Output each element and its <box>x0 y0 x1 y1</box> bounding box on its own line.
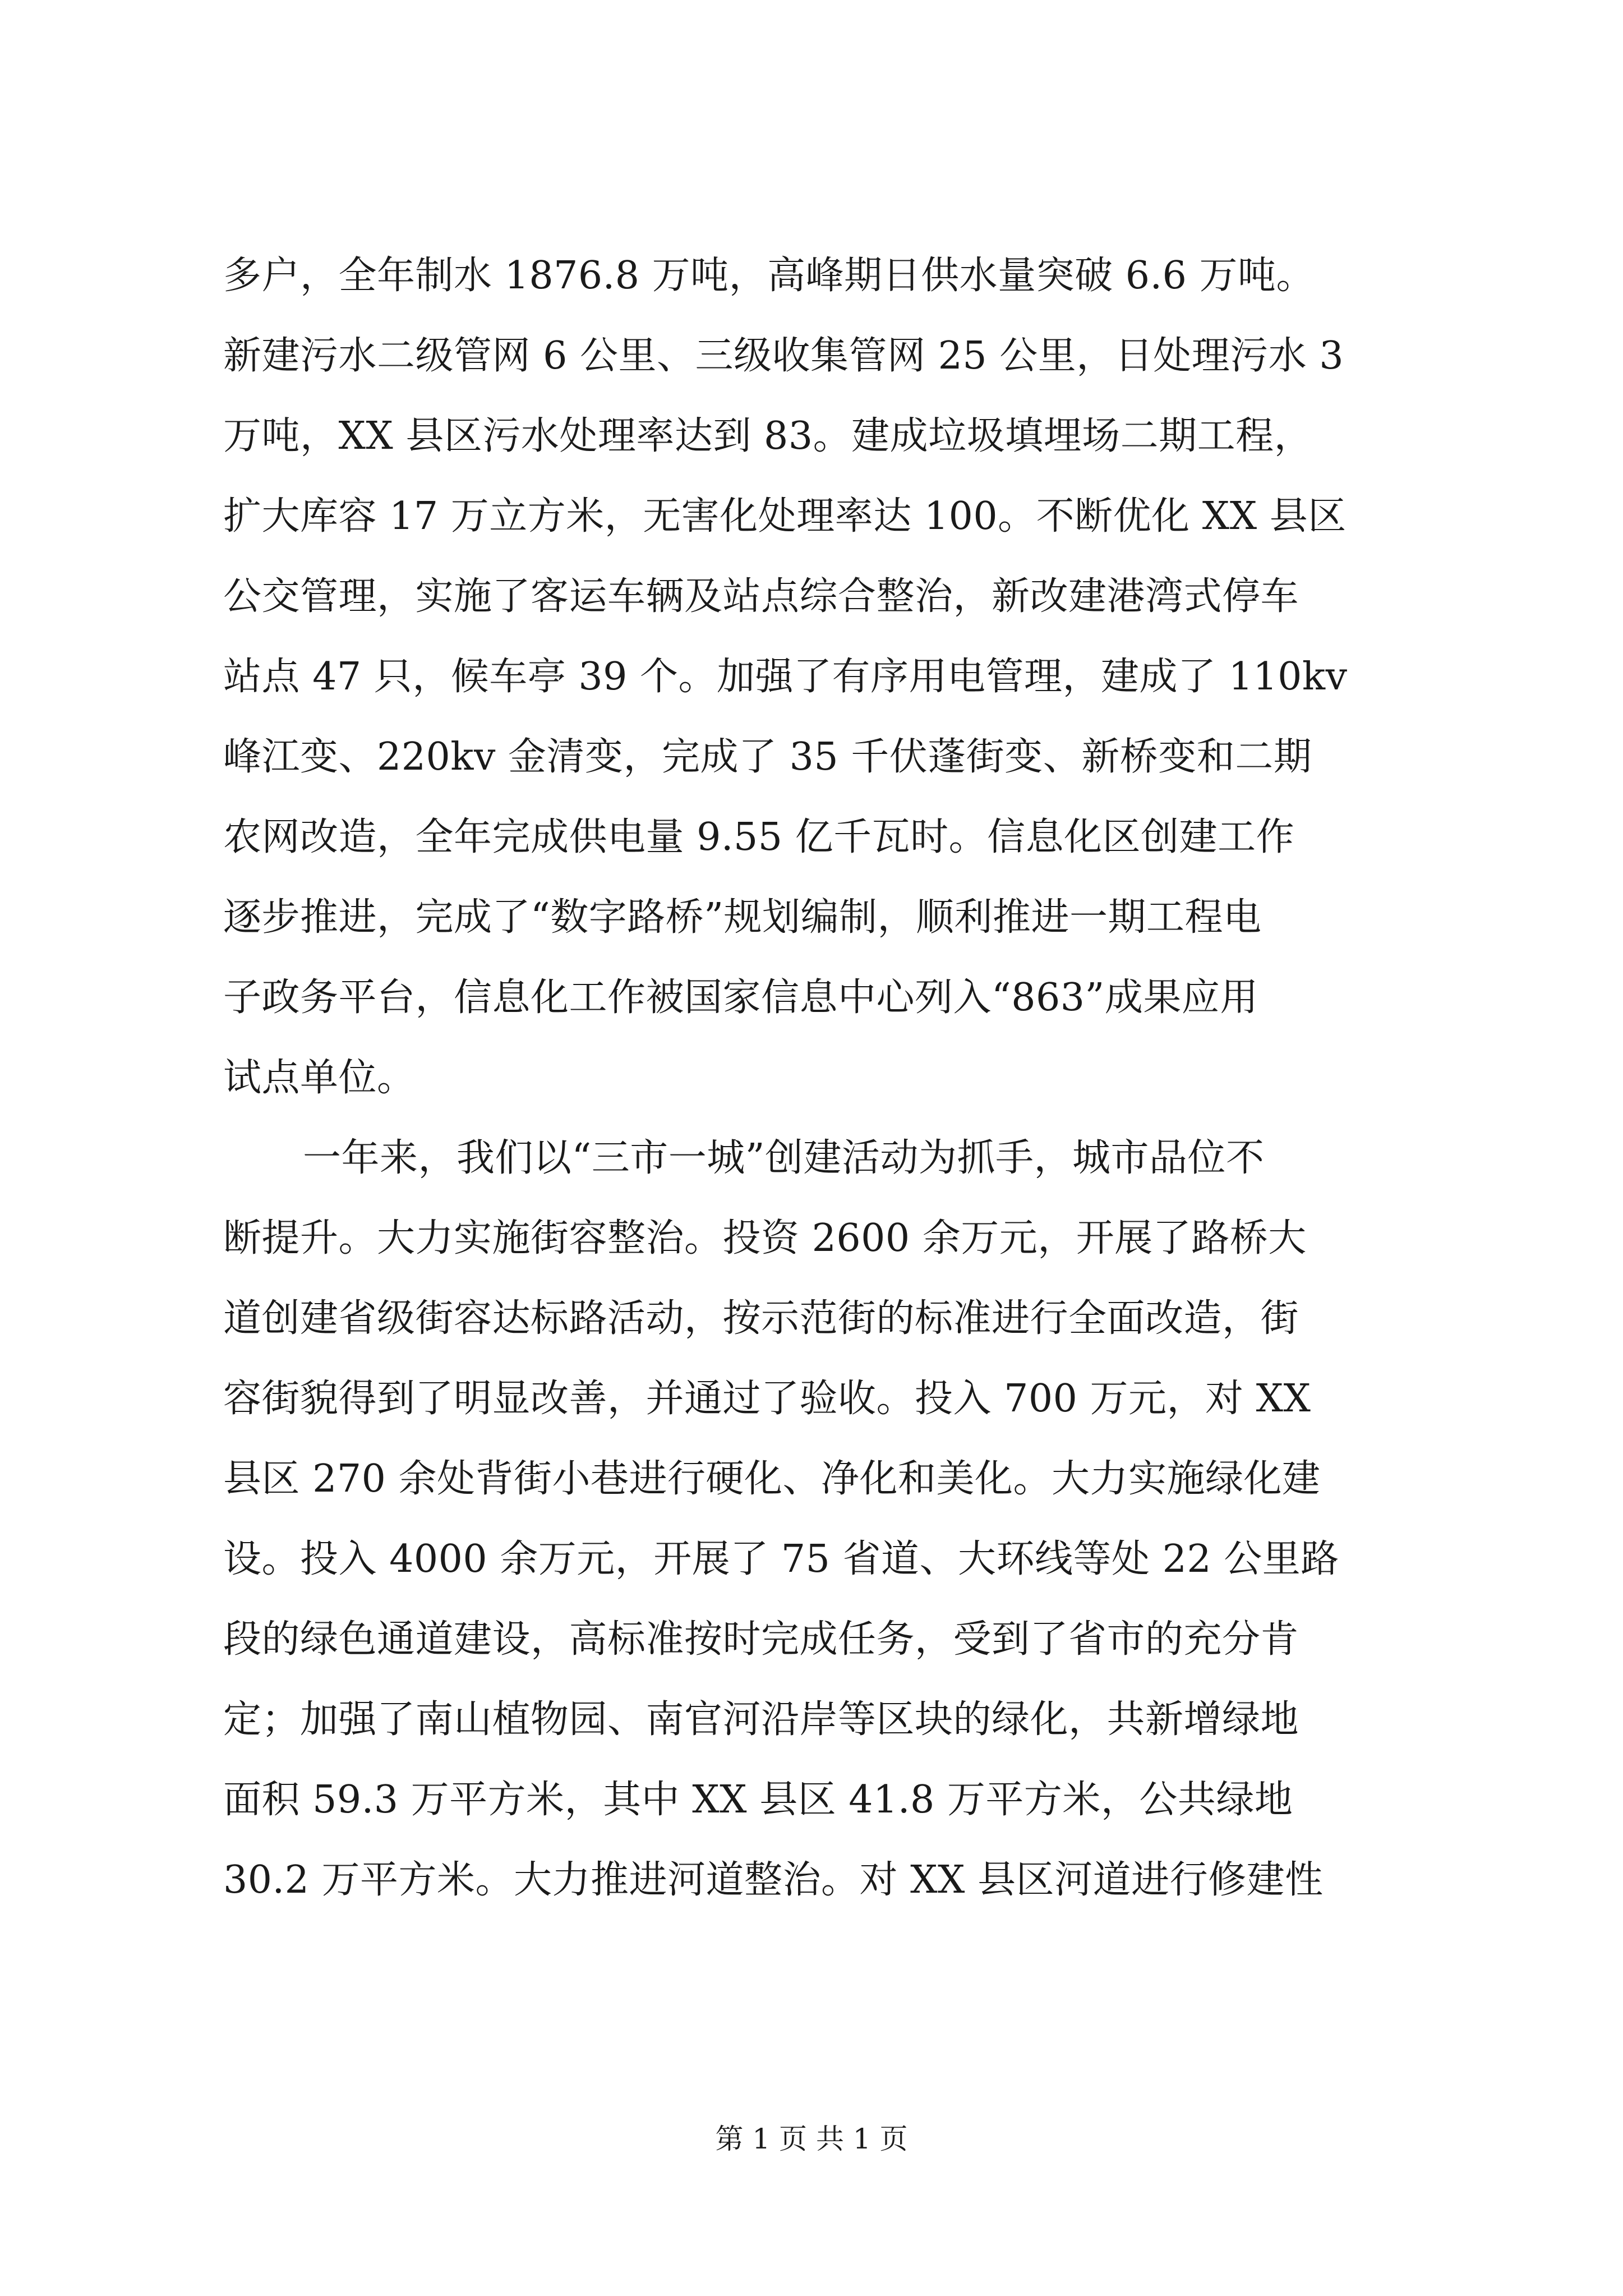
text-line: 30.2 万平方米。大力推进河道整治。对 XX 县区河道进行修建性 <box>223 1858 1324 1902</box>
text-line: 公交管理，实施了客运车辆及站点综合整治，新改建港湾式停车 <box>223 574 1299 619</box>
text-line: 万吨，XX 县区污水处理率达到 83。建成垃圾填埋场二期工程， <box>223 414 1313 458</box>
text-line: 县区 270 余处背街小巷进行硬化、净化和美化。大力实施绿化建 <box>223 1457 1321 1501</box>
text-line: 农网改造，全年完成供电量 9.55 亿千瓦时。信息化区创建工作 <box>223 815 1295 859</box>
text-line: 峰江变、220kv 金清变，完成了 35 千伏蓬街变、新桥变和二期 <box>223 735 1312 779</box>
text-line: 面积 59.3 万平方米，其中 XX 县区 41.8 万平方米，公共绿地 <box>223 1778 1293 1822</box>
paragraph-start-line: 一年来，我们以“三市一城”创建活动为抓手，城市品位不 <box>303 1136 1265 1180</box>
text-line: 新建污水二级管网 6 公里、三级收集管网 25 公里，日处理污水 3 <box>223 334 1344 378</box>
text-line: 站点 47 只，候车亭 39 个。加强了有序用电管理，建成了 110kv <box>223 655 1348 699</box>
page-number: 第 1 页 共 1 页 <box>715 2123 908 2155</box>
text-line: 道创建省级街容达标路活动，按示范街的标准进行全面改造，街 <box>223 1296 1299 1341</box>
text-line: 段的绿色通道建设，高标准按时完成任务，受到了省市的充分肯 <box>223 1617 1299 1662</box>
text-line: 多户，全年制水 1876.8 万吨，高峰期日供水量突破 6.6 万吨。 <box>223 254 1315 298</box>
document-body <box>223 236 1429 1920</box>
text-line: 设。投入 4000 余万元，开展了 75 省道、大环线等处 22 公里路 <box>223 1537 1339 1581</box>
text-line: 扩大库容 17 万立方米，无害化处理率达 100。不断优化 XX 县区 <box>223 494 1347 539</box>
text-line: 容街貌得到了明显改善，并通过了验收。投入 700 万元，对 XX <box>223 1377 1311 1421</box>
text-line: 逐步推进，完成了“数字路桥”规划编制，顺利推进一期工程电 <box>223 895 1262 940</box>
text-line: 子政务平台，信息化工作被国家信息中心列入“863”成果应用 <box>223 976 1258 1020</box>
page-footer <box>0 2119 1623 2159</box>
text-line: 试点单位。 <box>223 1056 416 1100</box>
text-line: 定；加强了南山植物园、南官河沿岸等区块的绿化，共新增绿地 <box>223 1697 1299 1742</box>
text-line: 断提升。大力实施街容整治。投资 2600 余万元，开展了路桥大 <box>223 1216 1307 1260</box>
